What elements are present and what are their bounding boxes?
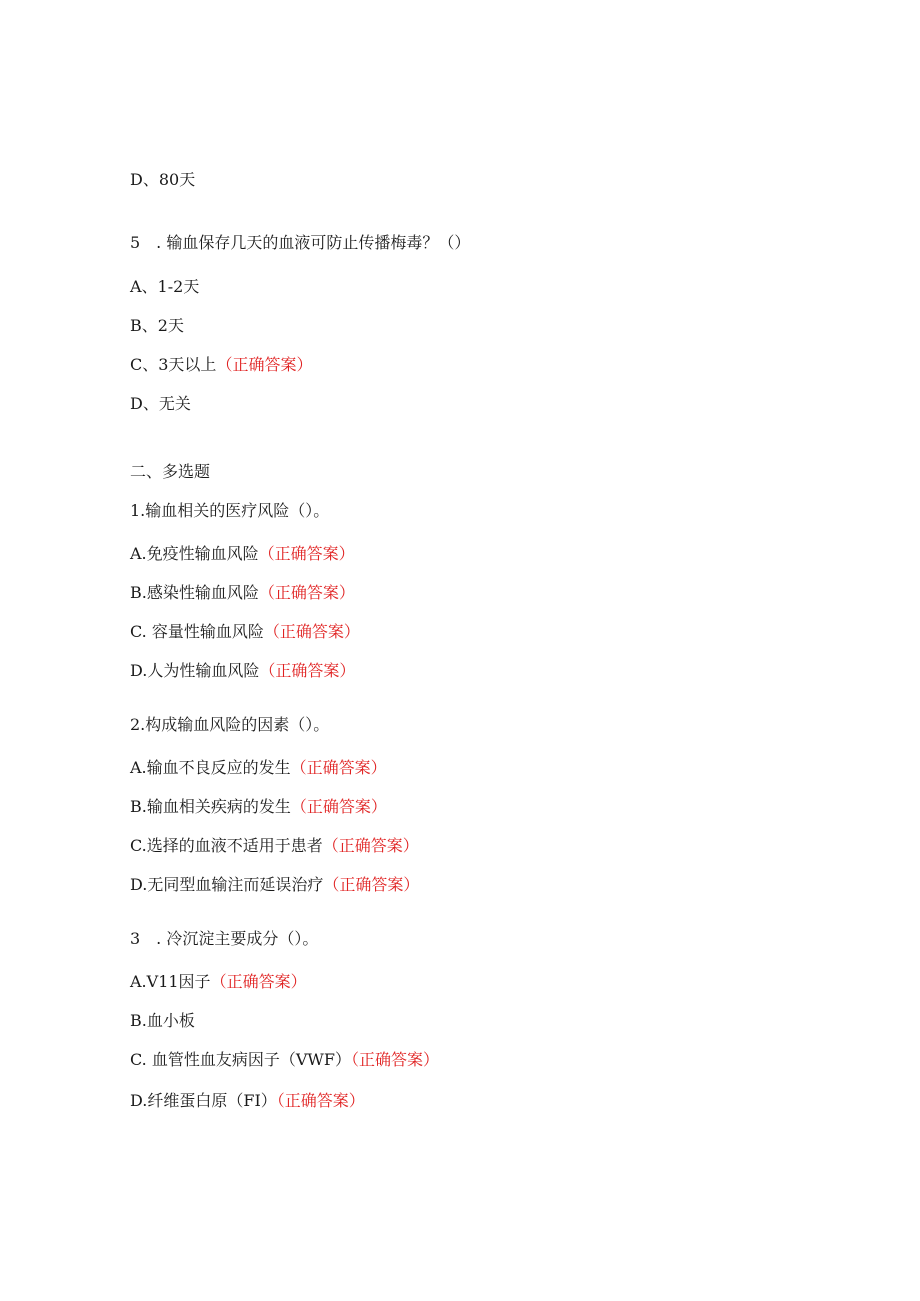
line-text: B、2天 [130,316,184,335]
option-line [130,583,355,603]
line-text: D、80天 [130,170,196,189]
line-text: 2.构成输血风险的因素（）。 [130,715,330,734]
line-text: 二、多选题 [130,462,211,481]
line-text: D.纤维蛋白原（FI） [130,1091,277,1110]
line-text: B.感染性输血风险 [130,583,259,602]
option-line [130,875,419,895]
line-text: A.免疫性输血风险 [130,544,259,563]
line-text: 3 . 冷沉淀主要成分（）。 [130,929,319,948]
line-text: C. 血管性血友病因子（VWF） [130,1050,351,1069]
line-text: D.无同型血输注而延误治疗 [130,875,324,894]
option-line [130,355,312,375]
section-heading [130,462,210,482]
line-text: C. 容量性输血风险 [130,622,264,641]
answer-mark: （正确答案） [210,972,307,991]
line-text: D、无关 [130,394,191,413]
option-line [130,622,360,642]
option-line [130,394,191,414]
option-line [130,797,387,817]
option-line [130,661,355,681]
option-line [130,836,419,856]
option-line [130,1091,365,1111]
option-line [130,1050,439,1070]
question-line [130,501,329,521]
option-line [130,544,355,564]
answer-mark: （正确答案） [263,622,360,641]
answer-mark: （正确答案） [322,836,419,855]
answer-mark: （正确答案） [350,1050,439,1069]
line-text: 5 . 输血保存几天的血液可防止传播梅毒？（） [130,233,471,252]
line-text: B.血小板 [130,1011,195,1030]
answer-mark: （正确答案） [276,1091,365,1110]
line-text: A、1-2天 [130,277,200,296]
answer-mark: （正确答案） [323,875,420,894]
line-text: B.输血相关疾病的发生 [130,797,291,816]
option-line [130,1011,195,1031]
option-line [130,170,195,190]
option-line [130,316,184,336]
answer-mark: （正确答案） [290,797,387,816]
line-text: C、3天以上 [130,355,217,374]
line-text: A.输血不良反应的发生 [130,758,291,777]
answer-mark: （正确答案） [290,758,387,777]
option-line [130,972,307,992]
line-text: 1.输血相关的医疗风险（）。 [130,501,330,520]
answer-mark: （正确答案） [258,544,355,563]
line-text: D.人为性输血风险 [130,661,260,680]
question-line [130,233,470,253]
answer-mark: （正确答案） [258,583,355,602]
option-line [130,277,199,297]
option-line [130,758,387,778]
question-line [130,929,318,949]
line-text: C.选择的血液不适用于患者 [130,836,323,855]
line-text: A.V11因子 [130,972,211,991]
question-line [130,715,329,735]
answer-mark: （正确答案） [216,355,313,374]
answer-mark: （正确答案） [259,661,356,680]
